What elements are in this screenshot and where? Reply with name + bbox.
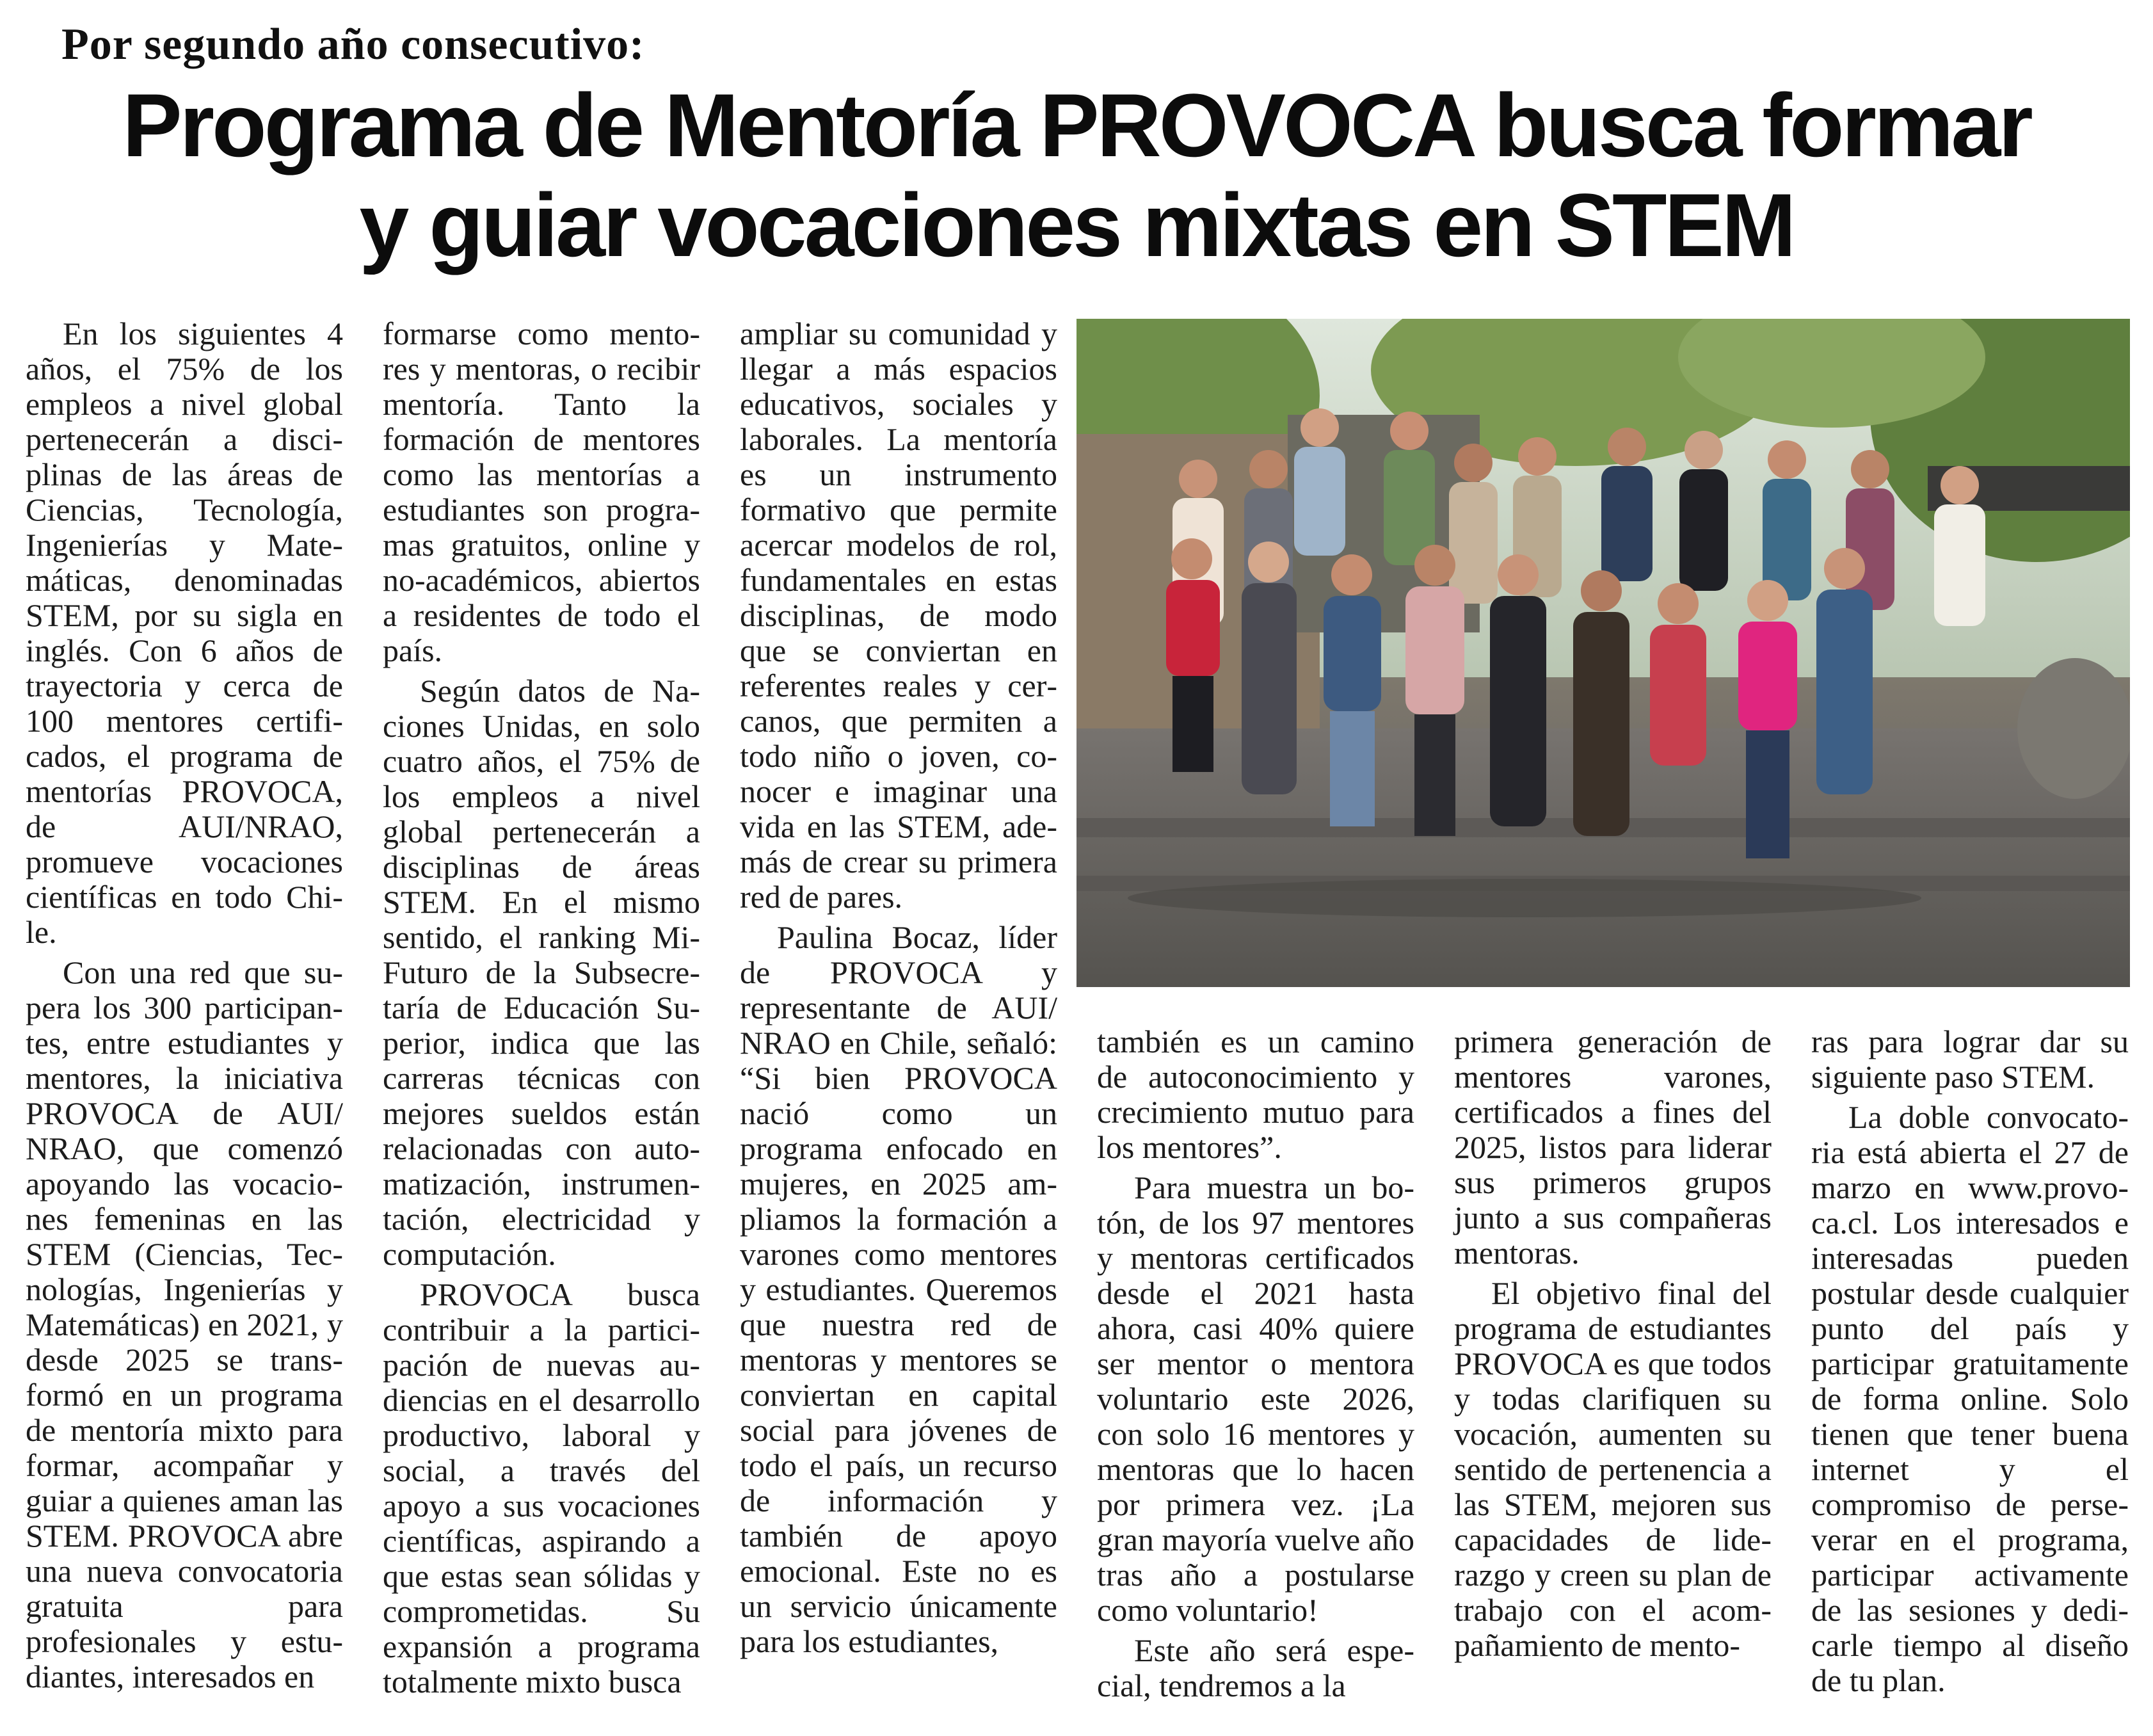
article-column-5 — [1454, 1024, 1772, 1663]
paragraph: En los siguientes 4 años, el 75% de los empleos a nivel global pertenecerán a disciplinas de las áreas de Ciencias, Tecnología, Ingenierías y Matemáticas, denominadas STEM, por su sigla en inglés. Con 6 años de trayectoria y cerca de 100 mentores certificados, el programa de mentorías PROVOCA, de AUI/NRAO, promueve vocaciones científicas en todo Chile. — [26, 316, 343, 950]
group-photo-illustration — [1076, 319, 2130, 987]
paragraph: Este año será especial, tendremos a la — [1097, 1632, 1414, 1703]
paragraph: Según datos de Naciones Unidas, en solo cuatro años, el 75% de los empleos a nivel global pertenecerán a disciplinas de áreas STEM. En el mismo sentido, el ranking MiFuturo de la Subsecretaría de Educación Superior, indica que las carreras técnicas con mejores sueldos están relacionadas con automatización, instrumentación, electricidad y computación. — [383, 673, 700, 1272]
paragraph: ras para lograr dar su siguiente paso STEM. — [1811, 1024, 2129, 1095]
ground-shadow — [1128, 879, 1921, 917]
paragraph: Paulina Bocaz, líder de PROVOCA y representante de AUI/ NRAO en Chile, señaló: “Si bien PROVOCA nació como un programa enfocado en mujeres, en 2025 ampliamos la formación a varones como mentores y estudiantes. Queremos que nuestra red de mentoras y mentores se conviertan en capital social para jóvenes de todo el país, un recurso de información y también de apoyo emocional. Este no es un servicio únicamente para los estudiantes, — [740, 919, 1057, 1659]
paragraph: primera generación de mentores varones, certificados a fines del 2025, listos para liderar sus primeros grupos junto a sus compañeras mentoras. — [1454, 1024, 1772, 1271]
article-column-1 — [26, 316, 343, 1694]
article-column-3 — [740, 316, 1057, 1659]
article-column-4 — [1097, 1024, 1414, 1703]
paragraph: La doble convocatoria está abierta el 27 de marzo en www.provoca.cl. Los interesados e interesadas pueden postular desde cualquier punto del país y participar gratuitamente de forma online. Solo tienen que tener buena internet y el compromiso de perseverar en el programa, participar activamente de las sesiones y dedicarle tiempo al diseño de tu plan. — [1811, 1099, 2129, 1698]
planter — [2017, 658, 2130, 799]
paragraph: formarse como mentores y mentoras, o recibir mentoría. Tanto la formación de mentores como las mentorías a estudiantes son programas gratuitos, online y no-académicos, abiertos a residentes de todo el país. — [383, 316, 700, 668]
paragraph: El objetivo final del programa de estudiantes PROVOCA es que todos y todas clarifiquen su vocación, aumenten su sentido de pertenencia a las STEM, mejoren sus capacidades de liderazgo y creen su plan de trabajo con el acompañamiento de mento- — [1454, 1275, 1772, 1663]
paragraph: también es un camino de autoconocimiento y crecimiento mutuo para los mentores”. — [1097, 1024, 1414, 1165]
headline-line-2: y guiar vocaciones mixtas en STEM — [359, 175, 1794, 275]
headline — [0, 76, 2153, 275]
paragraph: PROVOCA busca contribuir a la participación de nuevas audiencias en el desarrollo productivo, laboral y social, a través del apoyo a sus vocaciones científicas, aspirando a que estas sean sólidas y comprometidas. Su expansión a programa totalmente mixto busca — [383, 1276, 700, 1700]
article-column-2 — [383, 316, 700, 1700]
headline-line-1: Programa de Mentoría PROVOCA busca formar — [122, 75, 2031, 175]
article-column-6 — [1811, 1024, 2129, 1698]
kicker: Por segundo año consecutivo: — [61, 20, 645, 69]
paragraph: Con una red que supera los 300 participantes, entre estudiantes y mentores, la iniciativa PROVOCA de AUI/ NRAO, que comenzó apoyando las vocaciones femeninas en las STEM (Ciencias, Tecnologías, Ingenierías y Matemáticas) en 2021, y desde 2025 se transformó en un programa de mentoría mixto para formar, acompañar y guiar a quienes aman las STEM. PROVOCA abre una nueva convocatoria gratuita para profesionales y estudiantes, interesados en — [26, 954, 343, 1694]
group-photo — [1076, 319, 2130, 987]
paragraph: ampliar su comunidad y llegar a más espacios educativos, sociales y laborales. La mentoría es un instrumento formativo que permite acercar modelos de rol, fundamentales en estas disciplinas, de modo que se conviertan en referentes reales y cercanos, que permiten a todo niño o joven, conocer e imaginar una vida en las STEM, además de crear su primera red de pares. — [740, 316, 1057, 915]
paragraph: Para muestra un botón, de los 97 mentores y mentoras certificados desde el 2021 hasta ahora, casi 40% quiere ser mentor o mentora voluntario este 2026, con solo 16 mentores y mentoras que lo hacen por primera vez. ¡La gran mayoría vuelve año tras año a postularse como voluntario! — [1097, 1169, 1414, 1628]
